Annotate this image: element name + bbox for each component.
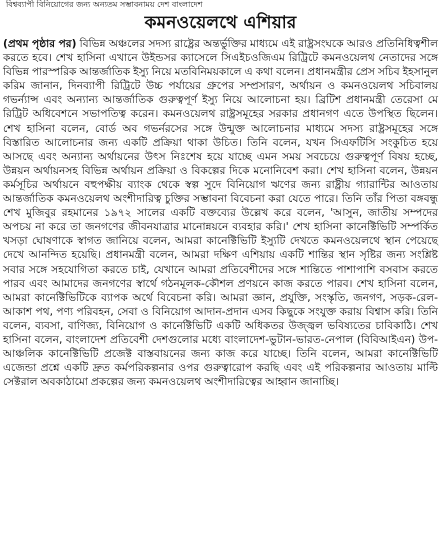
article-body [3, 37, 438, 389]
previous-article-fragment: বিশ্বব্যাপী বিনিয়োগের জন্য অন্যতম সম্ভাবনাময় দেশ বাংলাদেশ [6, 0, 203, 9]
article-body-text: বিভিন্ন অঞ্চলের সদস্য রাষ্ট্রের অন্তর্ভুক্তির মাধ্যমে এই রাষ্ট্রসংঘকে আরও প্রতিনিধিত্বশীল করতে হবে। শেখ হাসিনা এখানে উইন্ডসর ক্যাসেলে সিএইচওজিএম রিট্রিটে কমনওয়েলথ নেতাদের সঙ্গে বিভিন্ন পারস্পরিক আন্তর্জাতিক ইস্যু নিয়ে মতবিনিময়কালে এ কথা বলেন। প্রধানমন্ত্রীর প্রেস সচিব ইহসানুল করিম জানান, দিনব্যাপী রিট্রিটে উচ্চ পর্যায়ের গ্রুপের সম্প্রসারণ, অর্থায়ন ও কমনওয়েলথ সচিবালয় গভর্ন্যান্স এবং অন্যান্য আন্তর্জাতিক গুরুত্বপূর্ণ ইস্যু নিয়ে আলোচনা হয়। ব্রিটিশ প্রধানমন্ত্রী তেরেসা মে রিট্রিট অধিবেশনে সভাপতিত্ব করেন। কমনওয়েলথ রাষ্ট্রসমূহের সরকার প্রধানগণ এতে উপস্থিত ছিলেন। শেখ হাসিনা বলেন, বোর্ড অব গভর্নরসের সঙ্গে উন্মুক্ত আলোচনার মাধ্যমে সদস্য রাষ্ট্রসমূহের সঙ্গে বিস্তারিত আলোচনার জন্য একটি প্রক্রিয়া থাকা উচিত। তিনি বলেন, যখন সিএফটিসি সংকুচিত হয়ে আসছে এবং অন্যান্য অর্থায়নের উৎস নিঃশেষ হয়ে যাচ্ছে এমন সময় সবচেয়ে গুরুত্বপূর্ণ বিষয় হচ্ছে, উন্নয়ন অর্থায়নসহ বিভিন্ন অর্থায়ন প্রক্রিয়া ও বিকল্পের দিকে মনোনিবেশ করা। শেখ হাসিনা বলেন, উন্নয়ন কর্মসূচির অর্থায়নে বহুপক্ষীয় ব্যাংক থেকে স্বল্প সুদে বিনিয়োগ ঋণের জন্য রাষ্ট্রীয় গ্যারান্টির আওতায় আন্তর্জাতিক কমনওয়েলথ অংশীদারিত্ব চুক্তির সম্ভাবনা বিবেচনা করা যেতে পারে। তিনি তাঁর পিতা বঙ্গবন্ধু শেখ মুজিবুর রহমানের ১৯৭২ সালের একটি বক্তব্যের উল্লেখ করে বলেন, 'আসুন, জাতীয় সম্পদের অপচয় না করে তা জনগণের জীবনযাত্রার মানোন্নয়নে ব্যবহার করি।' শেখ হাসিনা কানেক্টিভিটি সম্পর্কিত খসড়া ঘোষণাকে স্বাগত জানিয়ে বলেন, আমরা কানেক্টিভিটি ইস্যুটি দেখতে কমনওয়েলথে স্থান পেয়েছে দেখে আনন্দিত হয়েছি। প্রধানমন্ত্রী বলেন, আমরা দক্ষিণ এশিয়ায় একটি শান্তির স্থান সৃষ্টির জন্য সংশ্লিষ্ট সবার সঙ্গে সহযোগিতা করতে চাই, যেখানে আমরা প্রতিবেশীদের সঙ্গে শান্তিতে পাশাপাশি বসবাস করতে পারব এবং আমাদের জনগণের স্বার্থে গঠনমূলক-কৌশল প্রণয়নে কাজ করতে পারব। শেখ হাসিনা বলেন, আমরা কানেক্টিভিটিকে ব্যাপক অর্থে বিবেচনা করি। আমরা জ্ঞান, প্রযুক্তি, সংস্কৃতি, জনগণ, সড়ক-রেল-আকাশ পথ, পণ্য পরিবহন, সেবা ও বিনিয়োগ আদান-প্রদান এসব কিছুকে সংযুক্ত করায় বিশ্বাস করি। তিনি বলেন, ব্যবসা, বাণিজ্য, বিনিয়োগ ও কানেক্টিভিটি একটি অধিকতর উজ্জ্বল ভবিষ্যতের চাবিকাঠি। শেখ হাসিনা বলেন, বাংলাদেশ প্রতিবেশী দেশগুলোর মধ্যে বাংলাদেশ-ভুটান-ভারত-নেপাল (বিবিআইএন) উপ-আঞ্চলিক কানেক্টিভিটি প্রজেক্ট বাস্তবায়নের জন্য কাজ করে যাচ্ছে। তিনি বলেন, আমরা কানেক্টিভিটি এজেন্ডা প্রশ্নে একটি দ্রুত কর্মপরিকল্পনার ওপর গুরুত্বারোপ করছি এবং এই পরিকল্পনার আওতায় মাল্টি সেক্টরাল অবকাঠামো প্রকল্পের জন্য কমনওয়েলথ অংশীদারিত্বের আহ্বান জানাচ্ছি। [3, 38, 438, 389]
continued-from-tag: (প্রথম পৃষ্ঠার পর) [3, 38, 77, 50]
article-headline: কমনওয়েলথে এশিয়ার [144, 13, 297, 33]
